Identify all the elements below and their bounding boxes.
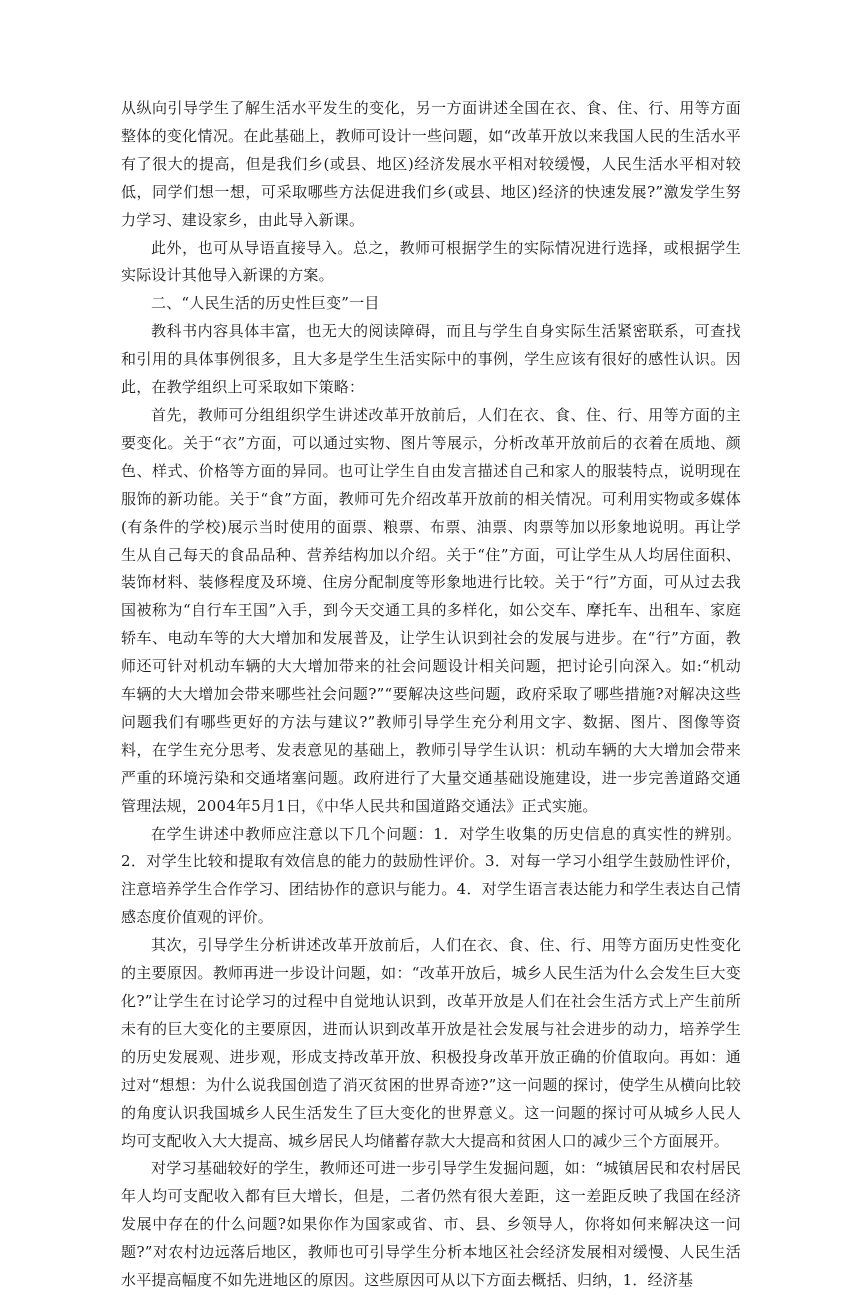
section-heading: 二、“人民生活的历史性巨变”一目 <box>151 294 380 313</box>
document-page <box>121 95 741 1295</box>
paragraph: 对学习基础较好的学生，教师还可进一步引导学生发掘问题，如：“城镇居民和农村居民年人均可支配收入都有巨大增长，但是，二者仍然有很大差距，这一差距反映了我国在经济发展中存在的什么问题?如果你作为国家或省、市、县、乡领导人，你将如何来解决这一问题?”对农村边远落后地区，教师也可引导学生分析本地区社会经济发展相对缓慢、人民生活水平提高幅度不如先进地区的原因。这些原因可从以下方面去概括、归纳，1．经济基 <box>121 1159 741 1290</box>
paragraph: 其次，引导学生分析讲述改革开放前后，人们在衣、食、住、行、用等方面历史性变化的主要原因。教师再进一步设计问题，如：“改革开放后，城乡人民生活为什么会发生巨大变化?”让学生在讨论学习的过程中自觉地认识到，改革开放是人们在社会生活方式上产生前所未有的巨大变化的主要原因，进而认识到改革开放是社会发展与社会进步的动力，培养学生的历史发展观、进步观，形成支持改革开放、积极投身改革开放正确的价值取向。再如：通过对“想想：为什么说我国创造了消灭贫困的世界奇迹?”这一问题的探讨，使学生从横向比较的角度认识我国城乡人民生活发生了巨大变化的世界意义。这一问题的探讨可从城乡人民人均可支配收入大大提高、城乡居民人均储蓄存款大大提高和贫困人口的减少三个方面展开。 <box>121 936 741 1150</box>
paragraph: 教科书内容具体丰富，也无大的阅读障碍，而且与学生自身实际生活紧密联系，可查找和引用的具体事例很多，且大多是学生生活实际中的事例，学生应该有很好的感性认识。因此，在教学组织上可采取如下策略： <box>121 322 741 397</box>
paragraph: 首先，教师可分组组织学生讲述改革开放前后，人们在衣、食、住、行、用等方面的主要变化。关于“衣”方面，可以通过实物、图片等展示，分析改革开放前后的衣着在质地、颜色、样式、价格等方面的异同。也可让学生自由发言描述自己和家人的服装特点，说明现在服饰的新功能。关于“食”方面，教师可先介绍改革开放前的相关情况。可利用实物或多媒体(有条件的学校)展示当时使用的面票、粮票、布票、油票、肉票等加以形象地说明。再让学生从自己每天的食品品种、营养结构加以介绍。关于“住”方面，可让学生从人均居住面积、装饰材料、装修程度及环境、住房分配制度等形象地进行比较。关于“行”方面，可从过去我国被称为“自行车王国”入手，到今天交通工具的多样化，如公交车、摩托车、出租车、家庭轿车、电动车等的大大增加和发展普及，让学生认识到社会的发展与进步。在“行”方面，教师还可针对机动车辆的大大增加带来的社会问题设计相关问题，把讨论引向深入。如:“机动车辆的大大增加会带来哪些社会问题?”“要解决这些问题，政府采取了哪些措施?对解决这些问题我们有哪些更好的方法与建议?”教师引导学生充分利用文字、数据、图片、图像等资料，在学生充分思考、发表意见的基础上，教师引导学生认识：机动车辆的大大增加会带来严重的环境污染和交通堵塞问题。政府进行了大量交通基础设施建设，进一步完善道路交通管理法规，2004年5月1日，《中华人民共和国道路交通法》正式实施。 <box>121 405 741 815</box>
paragraph-continuation: 从纵向引导学生了解生活水平发生的变化，另一方面讲述全国在衣、食、住、行、用等方面整体的变化情况。在此基础上，教师可设计一些问题，如“改革开放以来我国人民的生活水平有了很大的提高，但是我们乡(或县、地区)经济发展水平相对较缓慢，人民生活水平相对较低，同学们想一想，可采取哪些方法促进我们乡(或县、地区)经济的快速发展?”激发学生努力学习、建设家乡，由此导入新课。 <box>121 99 741 229</box>
paragraph: 在学生讲述中教师应注意以下几个问题：1．对学生收集的历史信息的真实性的辨别。2．对学生比较和提取有效信息的能力的鼓励性评价。3．对每一学习小组学生鼓励性评价，注意培养学生合作学习、团结协作的意识与能力。4．对学生语言表达能力和学生表达自己情感态度价值观的评价。 <box>121 824 741 927</box>
paragraph: 此外，也可从导语直接导入。总之，教师可根据学生的实际情况进行选择，或根据学生实际设计其他导入新课的方案。 <box>121 238 741 285</box>
